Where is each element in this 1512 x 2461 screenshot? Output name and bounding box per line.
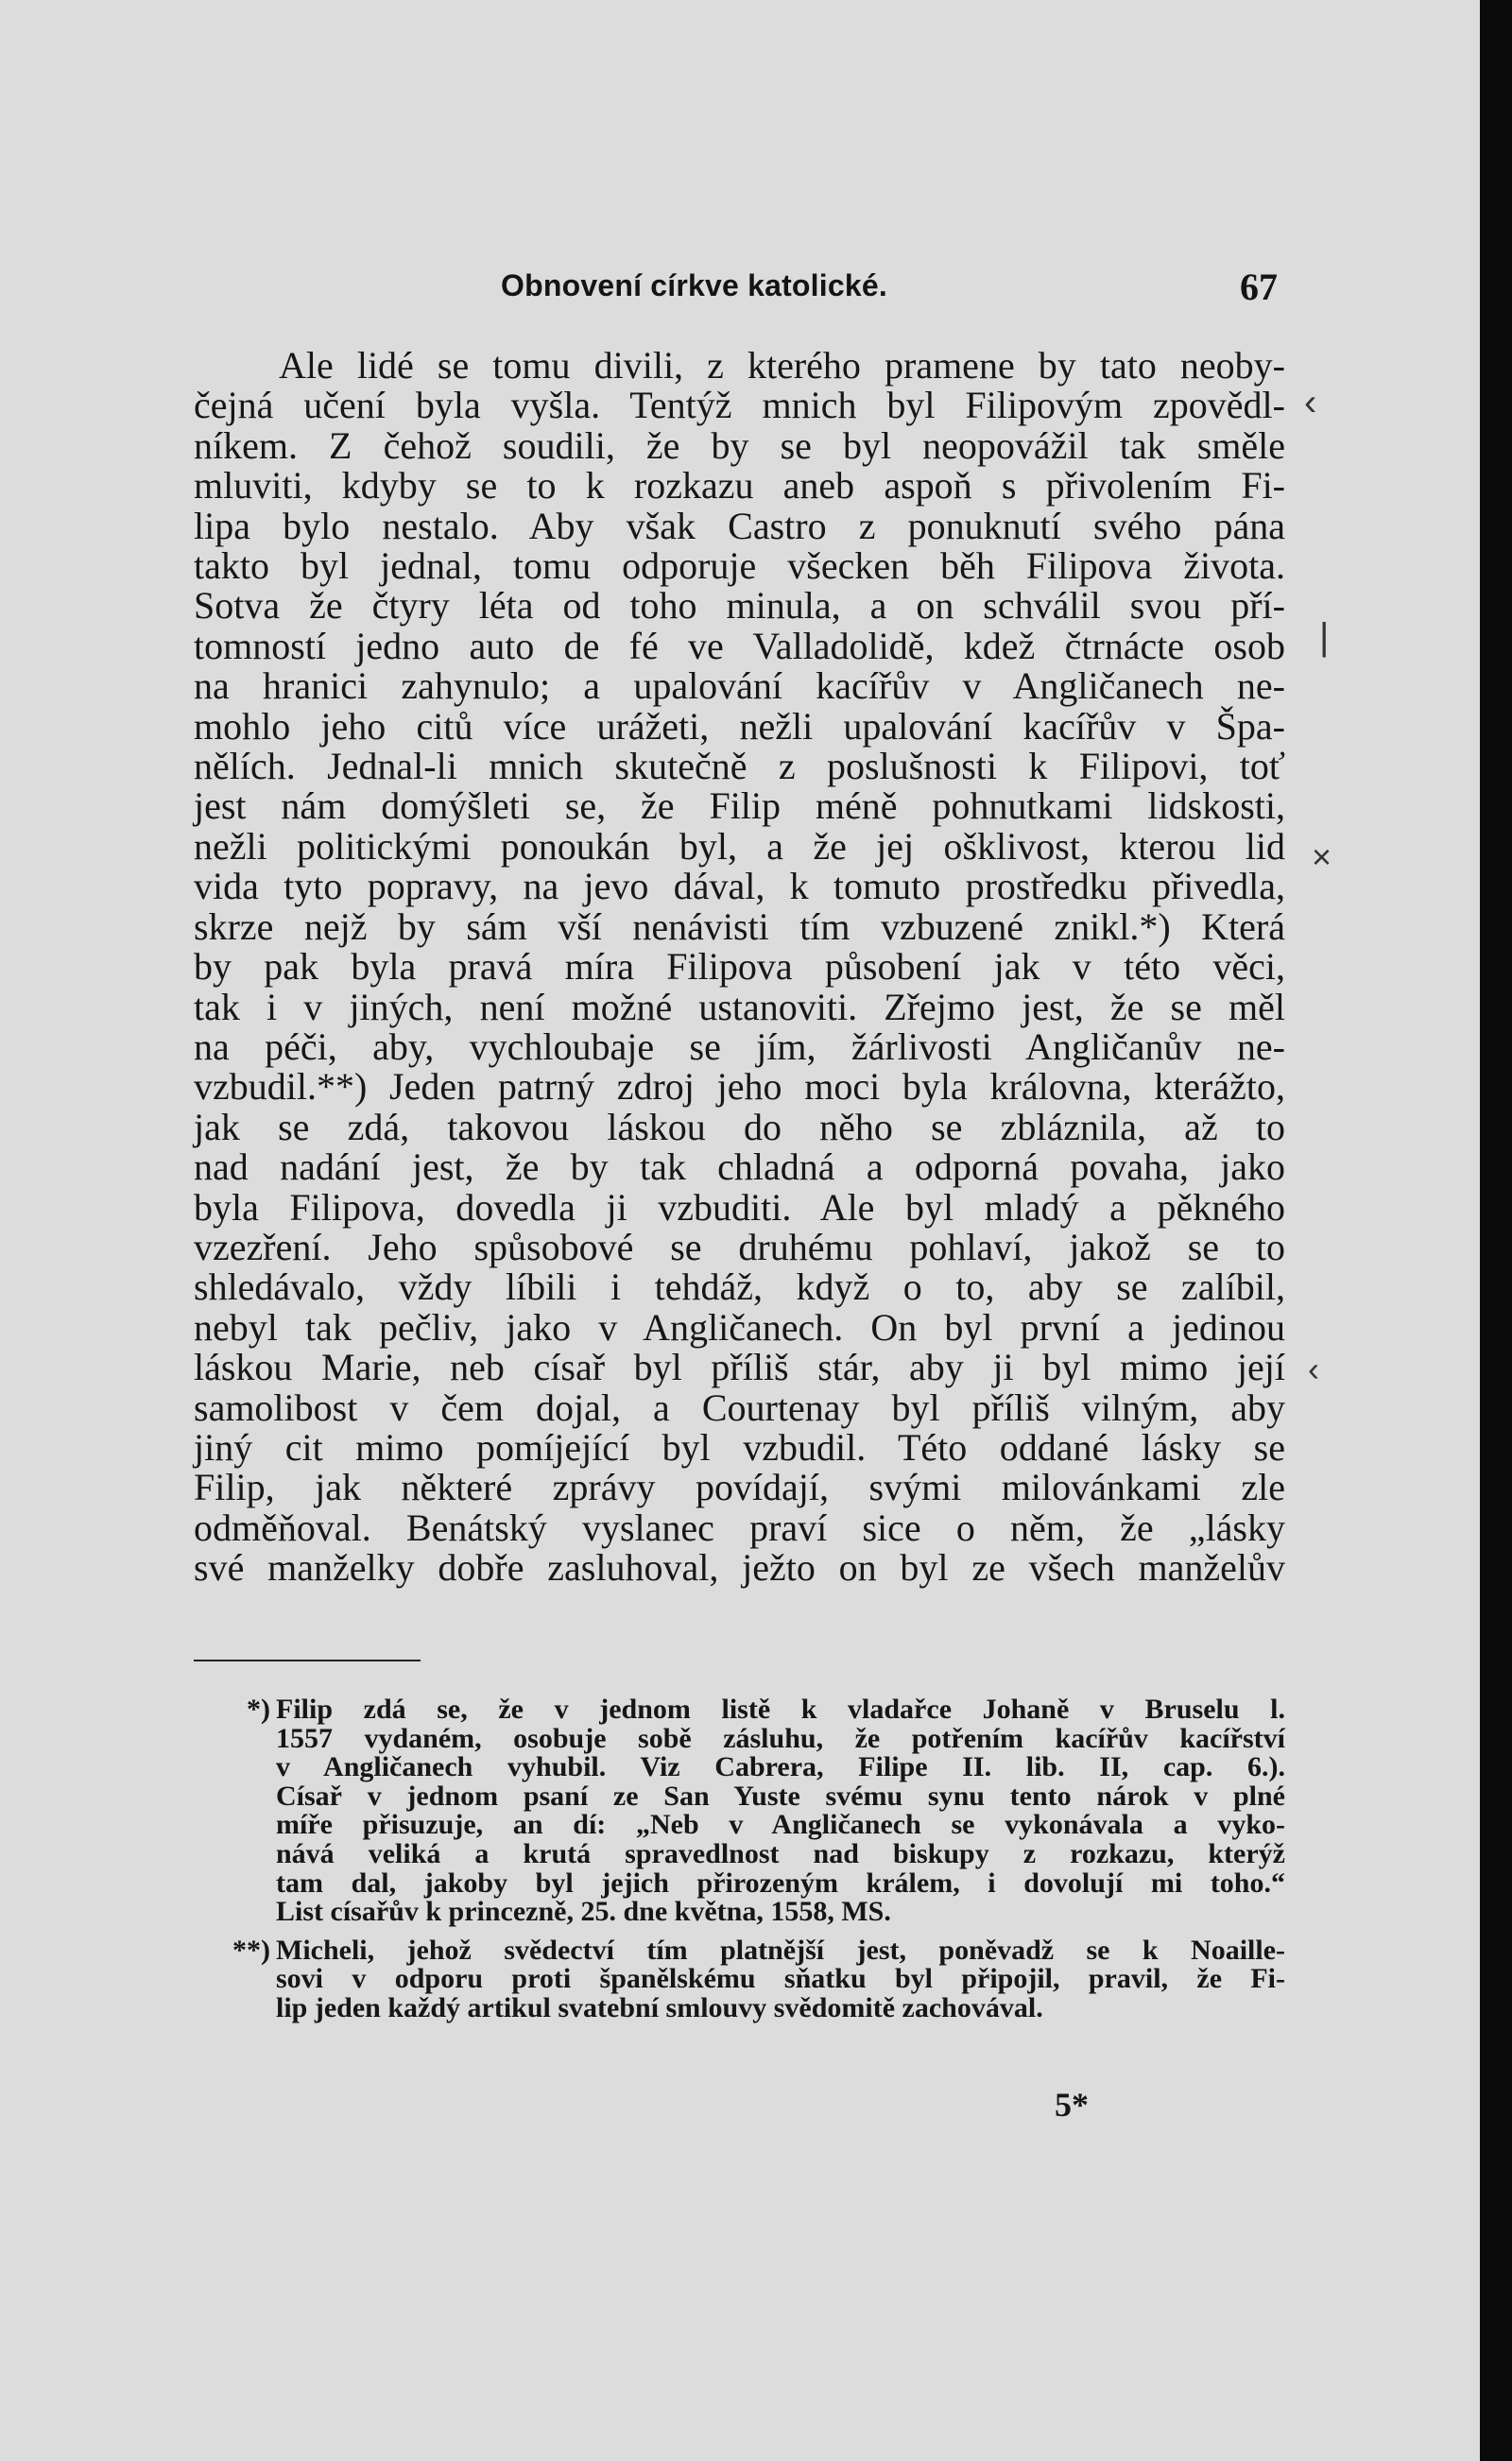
body-line: Sotva že čtyry léta od toho minula, a on schválil svou pří-: [194, 584, 1285, 628]
body-line: takto byl jednal, tomu odporuje všecken běh Filipova života.: [194, 544, 1285, 588]
footnotes: [227, 1695, 1285, 2033]
body-line: čejná učení byla vyšla. Tentýž mnich byl Filipovým zpovědl-: [194, 384, 1285, 427]
margin-mark-icon: ‹: [1304, 382, 1317, 423]
body-line: jest nám domýšleti se, že Filip méně pohnutkami lidskosti,: [194, 784, 1285, 828]
margin-mark-icon: |: [1319, 616, 1330, 658]
footnote-line: v Angličanech vyhubil. Viz Cabrera, Filipe II. lib. II, cap. 6.).: [276, 1751, 1285, 1783]
body-line: by pak byla pravá míra Filipova působení jak v této věci,: [194, 945, 1285, 989]
body-line: své manželky dobře zasluhoval, ježto on byl ze všech manželův: [194, 1546, 1285, 1590]
footnote-line: míře přisuzuje, an dí: „Neb v Angličanech se vykonávala a vyko-: [276, 1809, 1285, 1841]
margin-mark-icon: ×: [1312, 837, 1332, 876]
footnote-line: Micheli, jehož svědectví tím platnější jest, poněvadž se k Noaille-: [276, 1934, 1285, 1966]
signature-mark: 5*: [1055, 2086, 1089, 2124]
body-line: vida tyto popravy, na jevo dával, k tomuto prostředku přivedla,: [194, 865, 1285, 908]
body-line: nebyl tak pečliv, jako v Angličanech. On byl první a jedinou: [194, 1305, 1285, 1349]
body-line: tomností jedno auto de fé ve Valladolidě, kdež čtrnácte osob: [194, 624, 1285, 667]
running-title: Obnovení církve katolické.: [501, 268, 887, 302]
body-line: odměňoval. Benátský vyslanec praví sice o něm, že „lásky: [194, 1506, 1285, 1549]
footnote: [227, 1936, 1285, 2023]
page-number: 67: [1240, 266, 1278, 308]
body-line: mluviti, kdyby se to k rozkazu aneb aspoň s přivolením Fi-: [194, 464, 1285, 508]
body-line: jiný cit mimo pomíjející byl vzbudil. Této oddané lásky se: [194, 1425, 1285, 1469]
margin-mark-icon: ‹: [1308, 1350, 1319, 1388]
body-line: samolibost v čem dojal, a Courtenay byl příliš vilným, aby: [194, 1385, 1285, 1429]
footnote-divider: [194, 1660, 421, 1661]
body-line: skrze nejž by sám vší nenávisti tím vzbuzené znikl.*) Která: [194, 904, 1285, 948]
footnote: [227, 1695, 1285, 1927]
footnote-marker: *): [247, 1694, 270, 1725]
body-line: tak i v jiných, není možné ustanoviti. Zřejmo jest, že se měl: [194, 985, 1285, 1028]
footnote-line: sovi v odporu proti španělskému sňatku byl připojil, pravil, že Fi-: [276, 1963, 1285, 1995]
body-line: mohlo jeho citů více urážeti, nežli upalování kacířův v Špa-: [194, 704, 1285, 748]
body-line: vzezření. Jeho spůsobové se druhému pohlaví, jakož se to: [194, 1225, 1285, 1268]
footnote-marker: **): [232, 1934, 270, 1966]
body-line: nělích. Jednal-li mnich skutečně z poslušnosti k Filipovi, toť: [194, 745, 1285, 788]
body-line: níkem. Z čehož soudili, že by se byl neopovážil tak směle: [194, 423, 1285, 467]
body-line: na hranici zahynulo; a upalování kacířův v Angličanech ne-: [194, 664, 1285, 708]
footnote-line: nává veliká a krutá spravedlnost nad biskupy z rozkazu, kterýž: [276, 1837, 1285, 1869]
body-line: Ale lidé se tomu divili, z kterého pramene by tato neoby-: [279, 344, 1285, 387]
body-line: láskou Marie, neb císař byl příliš stár, aby ji byl mimo její: [194, 1346, 1285, 1389]
body-line: nad nadání jest, že by tak chladná a odporná povaha, jako: [194, 1145, 1285, 1189]
body-line: Filip, jak některé zprávy povídají, svými milovánkami zle: [194, 1466, 1285, 1509]
body-text: [194, 346, 1285, 1589]
page-header: [0, 265, 1480, 321]
footnote-line: 1557 vydaném, osobuje sobě zásluhu, že potřením kacířův kacířství: [276, 1722, 1285, 1754]
footnote-line: Císař v jednom psaní ze San Yuste svému synu tento nárok v plné: [276, 1780, 1285, 1812]
footnote-line: lip jeden každý artikul svatební smlouvy svědomitě zachovával.: [276, 1991, 1043, 2023]
body-line: nežli politickými ponoukán byl, a že jej ošklivost, kterou lid: [194, 824, 1285, 868]
body-line: na péči, aby, vychloubaje se jím, žárlivosti Angličanův ne-: [194, 1024, 1285, 1068]
body-line: shledávalo, vždy líbili i tehdáž, když o to, aby se zalíbil,: [194, 1265, 1285, 1309]
footnote-line: Filip zdá se, že v jednom listě k vladařce Johaně v Bruselu l.: [276, 1694, 1285, 1725]
footnote-line: List císařův k princezně, 25. dne května, 1558, MS.: [276, 1896, 891, 1928]
footnote-line: tam dal, jakoby byl jejich přirozeným králem, i dovolují mi toho.“: [276, 1867, 1285, 1899]
body-line: jak se zdá, takovou láskou do něho se zbláznila, až to: [194, 1105, 1285, 1148]
body-line: byla Filipova, dovedla ji vzbuditi. Ale byl mladý a pěkného: [194, 1185, 1285, 1229]
body-line: lipa bylo nestalo. Aby však Castro z ponuknutí svého pána: [194, 504, 1285, 547]
body-line: vzbudil.**) Jeden patrný zdroj jeho moci byla královna, kterážto,: [194, 1065, 1285, 1109]
